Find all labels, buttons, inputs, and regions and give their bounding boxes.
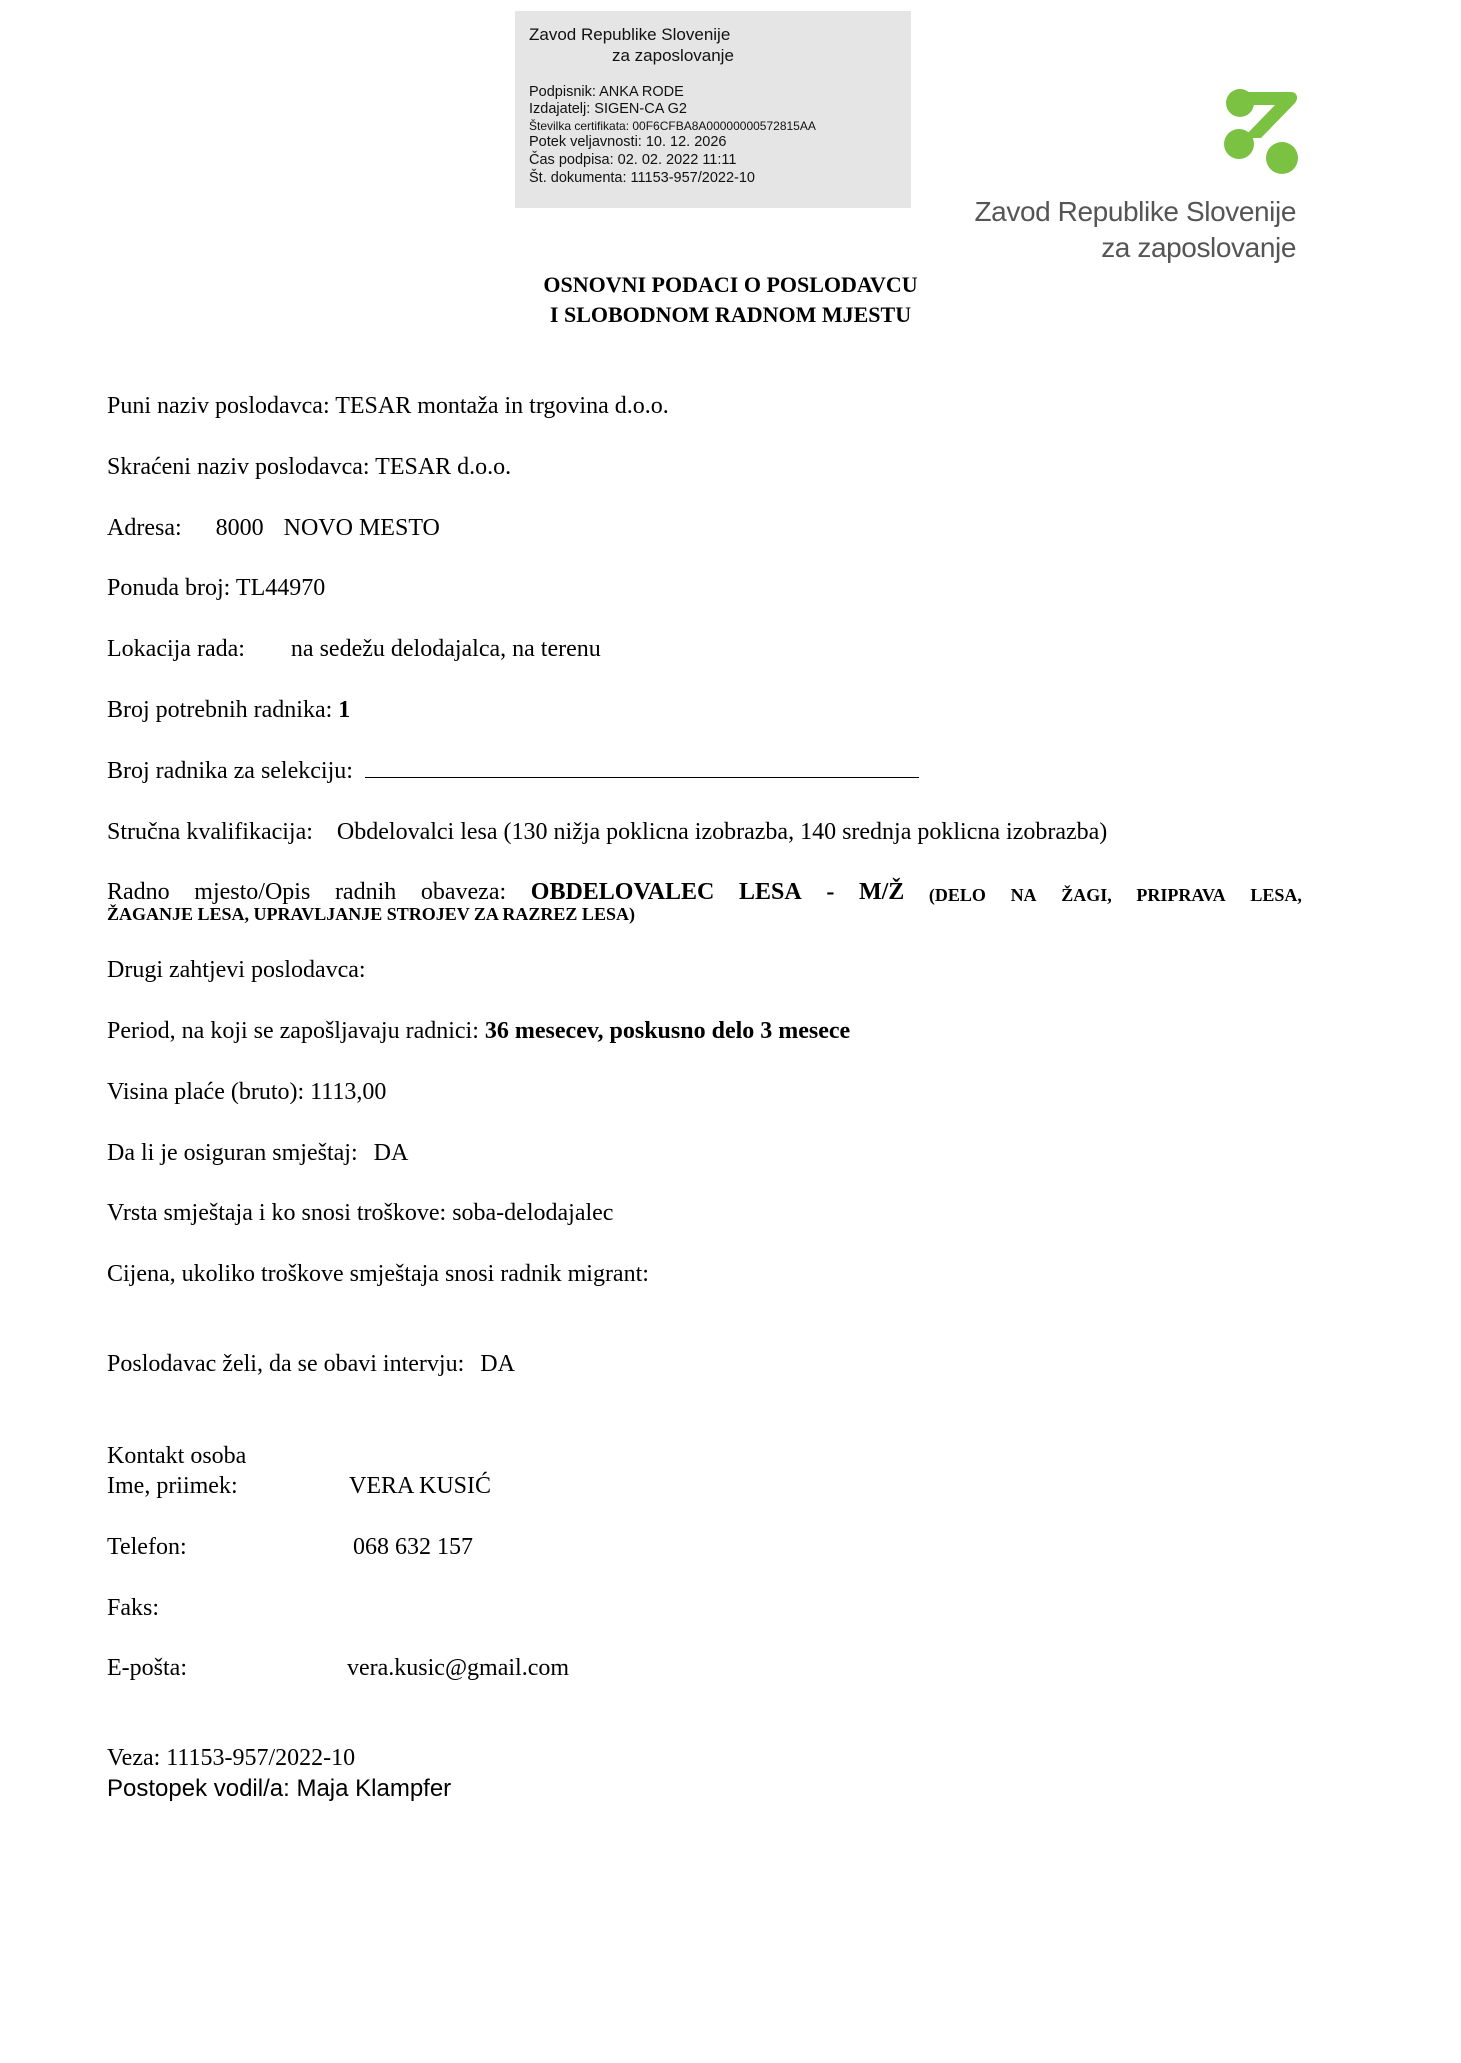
contact-phone-label: Telefon:: [107, 1534, 187, 1560]
field-housing-label: Da li je osiguran smještaj:: [107, 1140, 358, 1166]
job-title-word: M/Ž: [858, 879, 905, 905]
zrss-logo-icon: [1223, 86, 1298, 174]
field-selection-workers: [107, 758, 919, 785]
field-selection-blank: [365, 759, 919, 778]
contact-name-label: Ime, priimek:: [107, 1473, 238, 1499]
field-short-name-value: TESAR d.o.o.: [375, 454, 512, 480]
logo-text-line1: Zavod Republike Slovenije: [974, 196, 1296, 227]
field-housing-type-value: soba-delodajalec: [452, 1200, 614, 1226]
field-address: [107, 515, 440, 542]
field-salary-label: Visina plaće (bruto):: [107, 1079, 305, 1105]
contact-phone: [107, 1534, 473, 1561]
field-full-name: [107, 393, 669, 420]
field-interview-value: DA: [480, 1351, 515, 1377]
signature-org-line2: za zaposlovanje: [612, 46, 734, 65]
field-location: [107, 636, 601, 663]
job-title-word: OBDELOVALEC: [530, 879, 715, 905]
field-period-label: Period, na koji se zapošljavaju radnici:: [107, 1018, 479, 1044]
field-workers-value: 1: [338, 697, 351, 723]
contact-name: [107, 1473, 491, 1500]
field-workers-needed: [107, 697, 350, 724]
signature-box: [515, 11, 911, 208]
field-offer-number: [107, 575, 325, 602]
job-label-word: Radno: [107, 879, 170, 905]
logo-text-line2: za zaposlovanje: [1101, 232, 1296, 263]
field-period: [107, 1018, 850, 1045]
contact-email: [107, 1655, 569, 1682]
field-salary: [107, 1079, 386, 1106]
signature-signed-at: Čas podpisa: 02. 02. 2022 11:11: [529, 152, 737, 168]
job-label-word: radnih: [334, 879, 397, 905]
job-desc-word: ŽAGI,: [1061, 885, 1112, 905]
field-housing-value: DA: [373, 1140, 409, 1166]
field-housing-price-label: Cijena, ukoliko troškove smještaja snosi radnik migrant:: [107, 1261, 649, 1287]
job-label-word: mjesto/Opis: [194, 879, 311, 905]
contact-email-value: vera.kusic@gmail.com: [347, 1655, 570, 1681]
field-interview: [107, 1351, 515, 1378]
field-salary-value: 1113,00: [310, 1079, 387, 1105]
field-housing-price: [107, 1261, 649, 1288]
contact-phone-value: 068 632 157: [353, 1534, 473, 1560]
job-description-line1: [107, 879, 1302, 906]
contact-name-value: VERA KUSIĆ: [349, 1473, 492, 1499]
field-location-label: Lokacija rada:: [107, 636, 245, 662]
field-address-zip: 8000: [215, 515, 264, 541]
field-period-value: 36 mesecev, poskusno delo 3 mesece: [484, 1018, 851, 1044]
field-job-description: [107, 879, 1302, 925]
document-title-line2: I SLOBODNOM RADNOM MJESTU: [549, 302, 912, 327]
contact-heading: Kontakt osoba: [107, 1443, 247, 1469]
job-desc-word: NA: [1010, 885, 1037, 905]
job-title-word: LESA: [739, 879, 802, 905]
job-desc-word: LESA,: [1250, 885, 1302, 905]
field-other-requirements: [107, 957, 366, 984]
contact-fax-label: Faks:: [107, 1595, 160, 1621]
field-qualification-label: Stručna kvalifikacija:: [107, 819, 313, 845]
signature-org-line1: Zavod Republike Slovenije: [529, 25, 731, 44]
field-address-label: Adresa:: [107, 515, 182, 541]
footer-reference: Veza: 11153-957/2022-10: [107, 1745, 356, 1771]
field-interview-label: Poslodavac želi, da se obavi intervju:: [107, 1351, 465, 1377]
job-desc-word: PRIPRAVA: [1136, 885, 1226, 905]
job-label-word: obaveza:: [420, 879, 507, 905]
field-offer-value: TL44970: [235, 575, 326, 601]
signature-signer: Podpisnik: ANKA RODE: [529, 84, 684, 100]
job-desc-word: (DELO: [928, 885, 986, 905]
field-qualification: [107, 819, 1107, 846]
field-housing-type-label: Vrsta smještaja i ko snosi troškove:: [107, 1200, 447, 1226]
field-full-name-value: TESAR montaža in trgovina d.o.o.: [335, 393, 669, 419]
field-housing-type: [107, 1200, 613, 1227]
field-workers-label: Broj potrebnih radnika:: [107, 697, 333, 723]
signature-issuer: Izdajatelj: SIGEN-CA G2: [529, 101, 687, 117]
field-qualification-value: Obdelovalci lesa (130 nižja poklicna izobrazba, 140 srednja poklicna izobrazba): [336, 819, 1108, 845]
field-housing: [107, 1140, 408, 1167]
field-selection-label: Broj radnika za selekciju:: [107, 758, 353, 784]
signature-cert-number: Številka certifikata: 00F6CFBA8A00000000572815AA: [529, 119, 816, 133]
job-description-line2: ŽAGANJE LESA, UPRAVLJANJE STROJEV ZA RAZREZ LESA): [107, 904, 635, 924]
field-full-name-label: Puni naziv poslodavca:: [107, 393, 330, 419]
field-short-name-label: Skraćeni naziv poslodavca:: [107, 454, 370, 480]
field-short-name: [107, 454, 511, 481]
job-title-word: -: [826, 879, 835, 905]
contact-fax: [107, 1595, 159, 1622]
field-location-value: na sedežu delodajalca, na terenu: [290, 636, 601, 662]
contact-email-label: E-pošta:: [107, 1655, 187, 1681]
signature-doc-number: Št. dokumenta: 11153-957/2022-10: [529, 170, 755, 186]
document-title-line1: OSNOVNI PODACI O POSLODAVCU: [543, 272, 918, 297]
field-offer-label: Ponuda broj:: [107, 575, 231, 601]
signature-valid-until: Potek veljavnosti: 10. 12. 2026: [529, 134, 727, 150]
field-address-city: NOVO MESTO: [283, 515, 440, 541]
field-other-req-label: Drugi zahtjevi poslodavca:: [107, 957, 366, 983]
footer-handled-by: Postopek vodil/a: Maja Klampfer: [107, 1775, 452, 1802]
